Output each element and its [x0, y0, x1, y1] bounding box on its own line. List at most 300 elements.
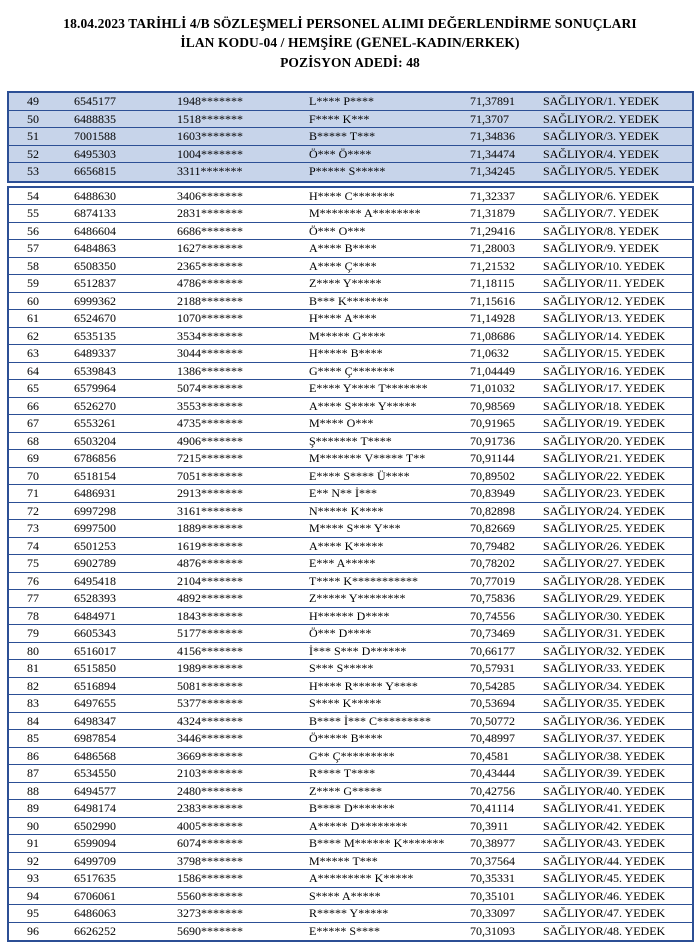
id-number-cell: 2103******* — [177, 766, 243, 780]
score-cell: 70,78202 — [470, 556, 515, 570]
row-number-cell: 66 — [27, 398, 39, 413]
application-number-cell: 6512837 — [74, 276, 116, 290]
status-cell: SAĞLIYOR/24. YEDEK — [543, 503, 666, 518]
id-number-cell: 2104******* — [177, 573, 243, 588]
table-row — [9, 93, 692, 111]
id-number-cell: 5690******* — [177, 923, 243, 938]
candidate-name-cell: A**** Ç**** — [309, 258, 377, 273]
candidate-name-cell: H***** B**** — [309, 346, 383, 360]
score-cell: 70,53694 — [470, 696, 515, 710]
application-number-cell: 6486568 — [74, 748, 116, 763]
id-number-cell: 1889******* — [177, 521, 243, 535]
score-cell: 70,41114 — [470, 801, 515, 815]
score-cell: 70,54285 — [470, 678, 515, 693]
application-number-cell: 6486931 — [74, 486, 116, 500]
id-number-cell: 2480******* — [177, 783, 243, 798]
row-number-cell: 58 — [27, 258, 39, 273]
application-number-cell: 6488630 — [74, 188, 116, 203]
id-number-cell: 7051******* — [177, 468, 243, 483]
row-number-cell: 79 — [27, 626, 39, 640]
document-header — [0, 14, 700, 72]
status-cell: SAĞLIYOR/19. YEDEK — [543, 416, 666, 430]
score-cell: 71,08686 — [470, 328, 515, 343]
row-number-cell: 60 — [27, 293, 39, 308]
table-row — [9, 555, 692, 573]
candidate-name-cell: Ş******* T**** — [309, 433, 392, 448]
row-number-cell: 76 — [27, 573, 39, 588]
application-number-cell: 6518154 — [74, 468, 116, 483]
table-row — [9, 905, 692, 923]
id-number-cell: 5560******* — [177, 888, 243, 903]
status-cell: SAĞLIYOR/10. YEDEK — [543, 258, 666, 273]
application-number-cell: 6501253 — [74, 538, 116, 553]
status-cell: SAĞLIYOR/16. YEDEK — [543, 363, 666, 378]
row-number-cell: 72 — [27, 503, 39, 518]
status-cell: SAĞLIYOR/8. YEDEK — [543, 223, 660, 238]
score-cell: 70,33097 — [470, 906, 515, 920]
status-cell: SAĞLIYOR/21. YEDEK — [543, 451, 666, 465]
position-count: POZİSYON ADEDİ: 48 — [280, 55, 420, 70]
candidate-name-cell: Ö***** B**** — [309, 731, 383, 745]
candidate-name-cell: B*** K******* — [309, 293, 389, 308]
id-number-cell: 1386******* — [177, 363, 243, 378]
table-row — [9, 380, 692, 398]
application-number-cell: 6486604 — [74, 223, 116, 238]
candidate-name-cell: A********* K***** — [309, 871, 414, 885]
id-number-cell: 3311******* — [177, 164, 243, 178]
id-number-cell: 3798******* — [177, 853, 243, 868]
id-number-cell: 4156******* — [177, 643, 243, 658]
status-cell: SAĞLIYOR/46. YEDEK — [543, 888, 666, 903]
application-number-cell: 6786856 — [74, 451, 116, 465]
table-row — [9, 870, 692, 888]
score-cell: 70,77019 — [470, 573, 515, 588]
score-cell: 70,83949 — [470, 486, 515, 500]
status-cell: SAĞLIYOR/41. YEDEK — [543, 801, 666, 815]
table-row — [9, 468, 692, 486]
application-number-cell: 6498174 — [74, 801, 116, 815]
score-cell: 70,57931 — [470, 661, 515, 675]
row-number-cell: 84 — [27, 713, 39, 728]
status-cell: SAĞLIYOR/12. YEDEK — [543, 293, 666, 308]
table-row — [9, 730, 692, 748]
table-row — [9, 888, 692, 906]
row-number-cell: 64 — [27, 363, 39, 378]
candidate-name-cell: N***** K**** — [309, 503, 384, 518]
candidate-name-cell: H**** A**** — [309, 311, 377, 325]
score-cell: 70,31093 — [470, 923, 515, 938]
candidate-name-cell: H**** R***** Y**** — [309, 678, 418, 693]
table-row — [9, 783, 692, 801]
id-number-cell: 3406******* — [177, 188, 243, 203]
table-row — [9, 608, 692, 626]
score-cell: 71,14928 — [470, 311, 515, 325]
row-number-cell: 68 — [27, 433, 39, 448]
score-cell: 71,32337 — [470, 188, 515, 203]
table-row — [9, 188, 692, 206]
score-cell: 70,48997 — [470, 731, 515, 745]
application-number-cell: 6656815 — [74, 164, 116, 178]
score-cell: 70,89502 — [470, 468, 515, 483]
candidate-name-cell: A**** K***** — [309, 538, 384, 553]
id-number-cell: 1518******* — [177, 111, 243, 126]
score-cell: 70,75836 — [470, 591, 515, 605]
table-row — [9, 450, 692, 468]
id-number-cell: 2365******* — [177, 258, 243, 273]
candidate-name-cell: E**** Y**** T******* — [309, 381, 428, 395]
application-number-cell: 6545177 — [74, 94, 116, 108]
table-row — [9, 345, 692, 363]
score-cell: 70,91144 — [470, 451, 515, 465]
candidate-name-cell: H****** D**** — [309, 608, 390, 623]
score-cell: 71,0632 — [470, 346, 509, 360]
row-number-cell: 65 — [27, 381, 39, 395]
row-number-cell: 59 — [27, 276, 39, 290]
id-number-cell: 5074******* — [177, 381, 243, 395]
row-number-cell: 81 — [27, 661, 39, 675]
application-number-cell: 6997298 — [74, 503, 116, 518]
status-cell: SAĞLIYOR/43. YEDEK — [543, 836, 666, 850]
row-number-cell: 61 — [27, 311, 39, 325]
document-title: 18.04.2023 TARİHLİ 4/B SÖZLEŞMELİ PERSONEL ALIMI DEĞERLENDİRME SONUÇLARI — [63, 16, 637, 31]
candidate-name-cell: S**** K***** — [309, 696, 382, 710]
status-cell: SAĞLIYOR/22. YEDEK — [543, 468, 666, 483]
score-cell: 70,37564 — [470, 853, 515, 868]
application-number-cell: 6987854 — [74, 731, 116, 745]
id-number-cell: 2188******* — [177, 293, 243, 308]
candidate-name-cell: B**** İ*** C********* — [309, 713, 432, 728]
application-number-cell: 6535135 — [74, 328, 116, 343]
table-row — [9, 660, 692, 678]
application-number-cell: 6902789 — [74, 556, 116, 570]
table-row — [9, 293, 692, 311]
id-number-cell: 4876******* — [177, 556, 243, 570]
row-number-cell: 77 — [27, 591, 39, 605]
application-number-cell: 6626252 — [74, 923, 116, 938]
row-number-cell: 85 — [27, 731, 39, 745]
application-number-cell: 6499709 — [74, 853, 116, 868]
application-number-cell: 6494577 — [74, 783, 116, 798]
row-number-cell: 74 — [27, 538, 39, 553]
row-number-cell: 89 — [27, 801, 39, 815]
table-row — [9, 800, 692, 818]
status-cell: SAĞLIYOR/37. YEDEK — [543, 731, 666, 745]
application-number-cell: 6484971 — [74, 608, 116, 623]
status-cell: SAĞLIYOR/40. YEDEK — [543, 783, 666, 798]
row-number-cell: 69 — [27, 451, 39, 465]
score-cell: 70,98569 — [470, 398, 515, 413]
application-number-cell: 6516017 — [74, 643, 116, 658]
row-number-cell: 73 — [27, 521, 39, 535]
application-number-cell: 6502990 — [74, 818, 116, 833]
candidate-name-cell: P***** S***** — [309, 164, 386, 178]
candidate-name-cell: F**** K*** — [309, 111, 370, 126]
score-cell: 70,91736 — [470, 433, 515, 448]
table-row — [9, 643, 692, 661]
score-cell: 70,82669 — [470, 521, 515, 535]
id-number-cell: 4324******* — [177, 713, 243, 728]
candidate-name-cell: E***** S**** — [309, 923, 381, 938]
table-row — [9, 240, 692, 258]
table-row — [9, 258, 692, 276]
score-cell: 71,04449 — [470, 363, 515, 378]
id-number-cell: 1586******* — [177, 871, 243, 885]
candidate-name-cell: L**** P**** — [309, 94, 375, 108]
table-row — [9, 363, 692, 381]
status-cell: SAĞLIYOR/26. YEDEK — [543, 538, 666, 553]
id-number-cell: 5377******* — [177, 696, 243, 710]
row-number-cell: 51 — [27, 129, 39, 143]
status-cell: SAĞLIYOR/7. YEDEK — [543, 206, 660, 220]
id-number-cell: 2913******* — [177, 486, 243, 500]
table-row — [9, 128, 692, 146]
application-number-cell: 6484863 — [74, 241, 116, 255]
candidate-name-cell: A**** S**** Y***** — [309, 398, 417, 413]
application-number-cell: 6599094 — [74, 836, 116, 850]
status-cell: SAĞLIYOR/39. YEDEK — [543, 766, 666, 780]
candidate-name-cell: M***** T*** — [309, 853, 378, 868]
row-number-cell: 91 — [27, 836, 39, 850]
status-cell: SAĞLIYOR/35. YEDEK — [543, 696, 666, 710]
id-number-cell: 2383******* — [177, 801, 243, 815]
application-number-cell: 6706061 — [74, 888, 116, 903]
status-cell: SAĞLIYOR/29. YEDEK — [543, 591, 666, 605]
row-number-cell: 96 — [27, 923, 39, 938]
id-number-cell: 1603******* — [177, 129, 243, 143]
candidate-name-cell: İ*** S*** D****** — [309, 643, 407, 658]
candidate-name-cell: Z**** Y***** — [309, 276, 382, 290]
table-row — [9, 835, 692, 853]
status-cell: SAĞLIYOR/5. YEDEK — [543, 164, 660, 178]
table-row — [9, 163, 692, 181]
score-cell: 71,21532 — [470, 258, 515, 273]
candidate-name-cell: B**** D******* — [309, 801, 395, 815]
score-cell: 70,50772 — [470, 713, 515, 728]
application-number-cell: 6999362 — [74, 293, 116, 308]
score-cell: 70,4581 — [470, 748, 509, 763]
id-number-cell: 3534******* — [177, 328, 243, 343]
row-number-cell: 92 — [27, 853, 39, 868]
table-row — [9, 223, 692, 241]
table-row — [9, 538, 692, 556]
candidate-name-cell: B**** M****** K******* — [309, 836, 445, 850]
application-number-cell: 6553261 — [74, 416, 116, 430]
table-row — [9, 590, 692, 608]
application-number-cell: 7001588 — [74, 129, 116, 143]
status-cell: SAĞLIYOR/33. YEDEK — [543, 661, 666, 675]
status-cell: SAĞLIYOR/25. YEDEK — [543, 521, 666, 535]
application-number-cell: 6495418 — [74, 573, 116, 588]
candidate-name-cell: S*** S***** — [309, 661, 374, 675]
status-cell: SAĞLIYOR/42. YEDEK — [543, 818, 666, 833]
score-cell: 71,34836 — [470, 129, 515, 143]
id-number-cell: 4892******* — [177, 591, 243, 605]
id-number-cell: 1004******* — [177, 146, 243, 161]
row-number-cell: 71 — [27, 486, 39, 500]
status-cell: SAĞLIYOR/30. YEDEK — [543, 608, 666, 623]
candidate-name-cell: T**** K*********** — [309, 573, 418, 588]
results-table — [7, 91, 694, 942]
id-number-cell: 5081******* — [177, 678, 243, 693]
standard-rows-block — [7, 186, 694, 943]
id-number-cell: 7215******* — [177, 451, 243, 465]
table-row — [9, 853, 692, 871]
application-number-cell: 6486063 — [74, 906, 116, 920]
score-cell: 70,79482 — [470, 538, 515, 553]
status-cell: SAĞLIYOR/34. YEDEK — [543, 678, 666, 693]
application-number-cell: 6516894 — [74, 678, 116, 693]
score-cell: 70,66177 — [470, 643, 515, 658]
table-row — [9, 111, 692, 129]
score-cell: 70,74556 — [470, 608, 515, 623]
candidate-name-cell: G** Ç********* — [309, 748, 395, 763]
candidate-name-cell: M**** O*** — [309, 416, 374, 430]
status-cell: SAĞLIYOR/15. YEDEK — [543, 346, 666, 360]
status-cell: SAĞLIYOR/2. YEDEK — [543, 111, 660, 126]
listing-code-emphasis: GENEL — [360, 35, 412, 51]
candidate-name-cell: R**** T**** — [309, 766, 376, 780]
candidate-name-cell: Z**** G***** — [309, 783, 382, 798]
status-cell: SAĞLIYOR/38. YEDEK — [543, 748, 666, 763]
row-number-cell: 90 — [27, 818, 39, 833]
status-cell: SAĞLIYOR/11. YEDEK — [543, 276, 665, 290]
id-number-cell: 3553******* — [177, 398, 243, 413]
highlighted-rows-block — [7, 91, 694, 183]
status-cell: SAĞLIYOR/3. YEDEK — [543, 129, 660, 143]
status-cell: SAĞLIYOR/48. YEDEK — [543, 923, 666, 938]
id-number-cell: 6686******* — [177, 223, 243, 238]
candidate-name-cell: H**** C******* — [309, 188, 395, 203]
row-number-cell: 94 — [27, 888, 39, 903]
status-cell: SAĞLIYOR/44. YEDEK — [543, 853, 666, 868]
candidate-name-cell: M******* V***** T** — [309, 451, 426, 465]
candidate-name-cell: Ö*** O*** — [309, 223, 366, 238]
table-row — [9, 415, 692, 433]
application-number-cell: 6503204 — [74, 433, 116, 448]
candidate-name-cell: Ö*** Ö**** — [309, 146, 372, 161]
id-number-cell: 1070******* — [177, 311, 243, 325]
id-number-cell: 3161******* — [177, 503, 243, 518]
row-number-cell: 56 — [27, 223, 39, 238]
application-number-cell: 6526270 — [74, 398, 116, 413]
listing-code-suffix: -KADIN/ERKEK) — [411, 35, 520, 50]
row-number-cell: 52 — [27, 146, 39, 161]
table-row — [9, 713, 692, 731]
candidate-name-cell: M**** S*** Y*** — [309, 521, 401, 535]
row-number-cell: 87 — [27, 766, 39, 780]
candidate-name-cell: M***** G**** — [309, 328, 386, 343]
table-row — [9, 503, 692, 521]
candidate-name-cell: Ö*** D**** — [309, 626, 372, 640]
candidate-name-cell: E*** A***** — [309, 556, 376, 570]
table-row — [9, 433, 692, 451]
id-number-cell: 1843******* — [177, 608, 243, 623]
score-cell: 71,29416 — [470, 223, 515, 238]
candidate-name-cell: M******* A******** — [309, 206, 421, 220]
status-cell: SAĞLIYOR/18. YEDEK — [543, 398, 666, 413]
id-number-cell: 3669******* — [177, 748, 243, 763]
id-number-cell: 5177******* — [177, 626, 243, 640]
candidate-name-cell: A***** D******** — [309, 818, 408, 833]
table-row — [9, 310, 692, 328]
candidate-name-cell: E** N** İ*** — [309, 486, 377, 500]
application-number-cell: 6874133 — [74, 206, 116, 220]
table-row — [9, 678, 692, 696]
row-number-cell: 93 — [27, 871, 39, 885]
score-cell: 71,34245 — [470, 164, 515, 178]
row-number-cell: 80 — [27, 643, 39, 658]
table-row — [9, 485, 692, 503]
application-number-cell: 6997500 — [74, 521, 116, 535]
status-cell: SAĞLIYOR/47. YEDEK — [543, 906, 666, 920]
application-number-cell: 6488835 — [74, 111, 116, 126]
row-number-cell: 88 — [27, 783, 39, 798]
table-row — [9, 520, 692, 538]
score-cell: 71,18115 — [470, 276, 515, 290]
status-cell: SAĞLIYOR/28. YEDEK — [543, 573, 666, 588]
score-cell: 71,31879 — [470, 206, 515, 220]
candidate-name-cell: B***** T*** — [309, 129, 376, 143]
candidate-name-cell: S**** A***** — [309, 888, 381, 903]
status-cell: SAĞLIYOR/23. YEDEK — [543, 486, 666, 500]
status-cell: SAĞLIYOR/4. YEDEK — [543, 146, 660, 161]
application-number-cell: 6497655 — [74, 696, 116, 710]
status-cell: SAĞLIYOR/32. YEDEK — [543, 643, 666, 658]
candidate-name-cell: G**** Ç******* — [309, 363, 395, 378]
row-number-cell: 63 — [27, 346, 39, 360]
row-number-cell: 49 — [27, 94, 39, 108]
table-row — [9, 695, 692, 713]
score-cell: 71,37891 — [470, 94, 515, 108]
id-number-cell: 3273******* — [177, 906, 243, 920]
row-number-cell: 78 — [27, 608, 39, 623]
row-number-cell: 55 — [27, 206, 39, 220]
candidate-name-cell: Z***** Y******** — [309, 591, 406, 605]
application-number-cell: 6524670 — [74, 311, 116, 325]
application-number-cell: 6515850 — [74, 661, 116, 675]
score-cell: 71,3707 — [470, 111, 509, 126]
id-number-cell: 6074******* — [177, 836, 243, 850]
id-number-cell: 3044******* — [177, 346, 243, 360]
application-number-cell: 6517635 — [74, 871, 116, 885]
row-number-cell: 83 — [27, 696, 39, 710]
status-cell: SAĞLIYOR/1. YEDEK — [543, 94, 660, 108]
row-number-cell: 54 — [27, 188, 39, 203]
score-cell: 71,15616 — [470, 293, 515, 308]
status-cell: SAĞLIYOR/27. YEDEK — [543, 556, 666, 570]
application-number-cell: 6534550 — [74, 766, 116, 780]
application-number-cell: 6528393 — [74, 591, 116, 605]
score-cell: 71,28003 — [470, 241, 515, 255]
candidate-name-cell: A**** B**** — [309, 241, 377, 255]
row-number-cell: 95 — [27, 906, 39, 920]
table-row — [9, 398, 692, 416]
score-cell: 70,35331 — [470, 871, 515, 885]
application-number-cell: 6495303 — [74, 146, 116, 161]
table-row — [9, 573, 692, 591]
row-number-cell: 82 — [27, 678, 39, 693]
table-row — [9, 765, 692, 783]
application-number-cell: 6605343 — [74, 626, 116, 640]
status-cell: SAĞLIYOR/13. YEDEK — [543, 311, 666, 325]
application-number-cell: 6489337 — [74, 346, 116, 360]
score-cell: 70,42756 — [470, 783, 515, 798]
application-number-cell: 6579964 — [74, 381, 116, 395]
status-cell: SAĞLIYOR/17. YEDEK — [543, 381, 666, 395]
table-row — [9, 923, 692, 941]
id-number-cell: 1948******* — [177, 94, 243, 108]
id-number-cell: 1627******* — [177, 241, 243, 255]
